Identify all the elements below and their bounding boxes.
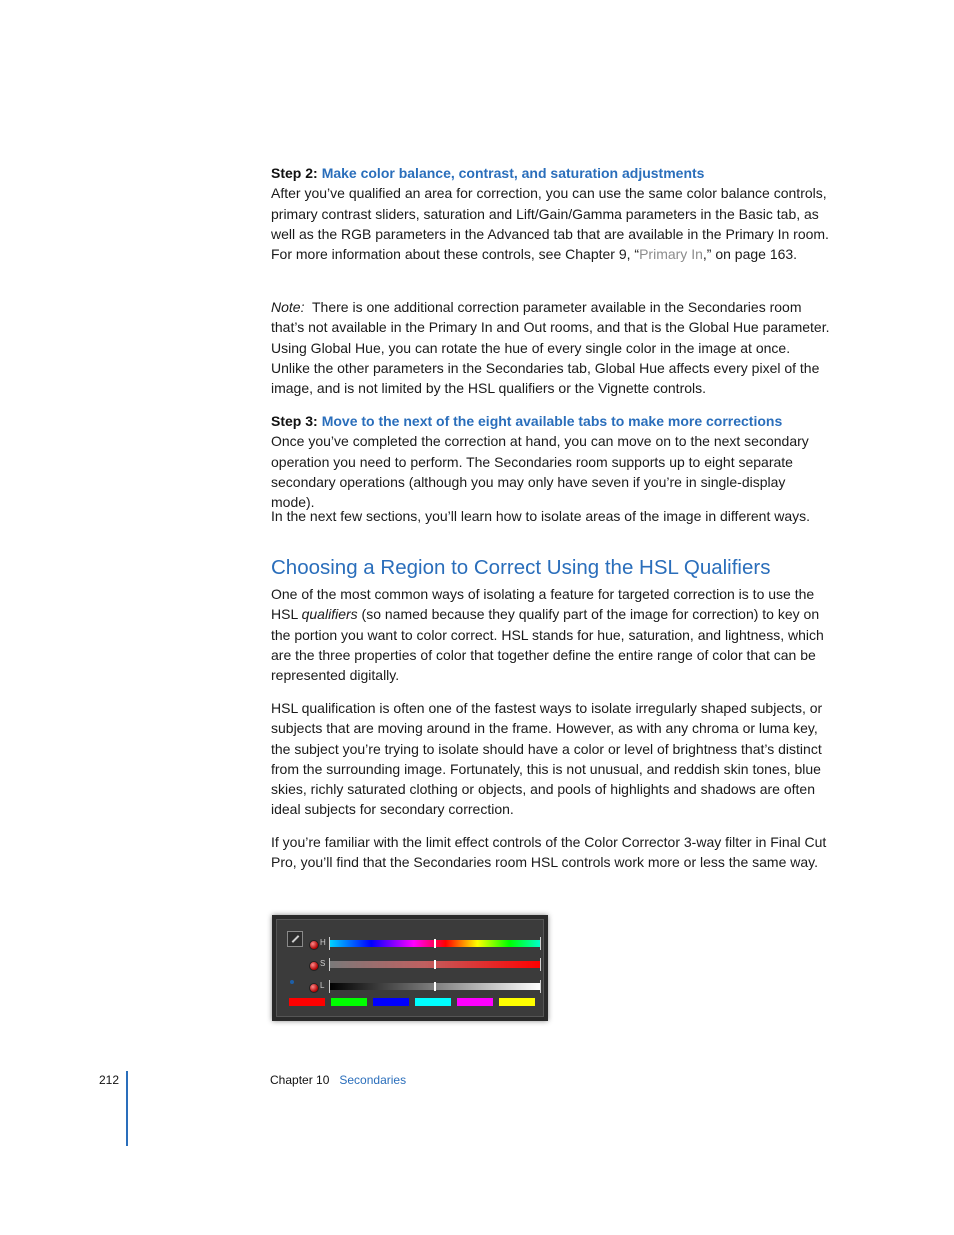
saturation-slider[interactable] bbox=[329, 961, 541, 968]
footer-section-link[interactable]: Secondaries bbox=[339, 1073, 407, 1087]
hue-high-handle[interactable] bbox=[540, 937, 541, 950]
next-sections-block bbox=[271, 506, 831, 526]
step-2-title: Make color balance, contrast, and saturation adjustments bbox=[321, 165, 705, 181]
swatch-green[interactable] bbox=[331, 998, 367, 1006]
step-3-block bbox=[271, 411, 831, 512]
step-2-body-tail: ,” on page 163. bbox=[702, 246, 798, 263]
saturation-enable-toggle[interactable] bbox=[309, 961, 319, 971]
hue-label: H bbox=[320, 938, 326, 947]
swatch-yellow[interactable] bbox=[499, 998, 535, 1006]
lightness-slider[interactable] bbox=[329, 983, 541, 990]
section-p2-block bbox=[271, 698, 831, 820]
section-heading: Choosing a Region to Correct Using the HSL Qualifiers bbox=[271, 556, 771, 579]
primary-in-link[interactable]: Primary In bbox=[639, 246, 703, 263]
swatch-red[interactable] bbox=[289, 998, 325, 1006]
section-paragraph-1 bbox=[271, 584, 831, 685]
step-3-body: Once you’ve completed the correction at hand, you can move on to the next secondary operation you need to perform. The Secondaries room supports up to eight separate secondary operations (although you may only have seven if you’re in single-display mode). bbox=[271, 433, 809, 511]
swatch-cyan[interactable] bbox=[415, 998, 451, 1006]
section-p1-block bbox=[271, 584, 831, 685]
step-2-heading bbox=[271, 163, 831, 183]
eyedropper-icon[interactable] bbox=[287, 931, 303, 947]
p1-text-a: One of the most common ways of isolating a feature for targeted correction is to use the HSL bbox=[271, 586, 815, 623]
hue-slider[interactable] bbox=[329, 940, 541, 947]
saturation-high-handle[interactable] bbox=[540, 958, 541, 971]
step-2-body bbox=[271, 183, 831, 264]
saturation-low-handle[interactable] bbox=[329, 958, 330, 971]
lightness-label: L bbox=[320, 981, 325, 990]
hue-enable-toggle[interactable] bbox=[309, 940, 319, 950]
footer-chapter bbox=[270, 1073, 406, 1087]
step-3-heading bbox=[271, 411, 831, 431]
step-3-label: Step 3: bbox=[271, 413, 318, 429]
hue-low-handle[interactable] bbox=[329, 937, 330, 950]
note-body: There is one additional correction parameter available in the Secondaries room that’s not available in the Primary In and Out rooms, and that is the Global Hue parameter. Using Global Hue, you can rotate the hue of every single color in the image at once. Unlike the other parameters in the Secondaries tab, Global Hue affects every pixel of the image, and is not limited by the HSL qualifiers or the Vignette controls. bbox=[271, 299, 830, 397]
footer-chapter-label: Chapter 10 bbox=[270, 1073, 330, 1087]
note-block bbox=[271, 297, 831, 398]
saturation-center-handle[interactable] bbox=[434, 960, 436, 969]
hsl-qualifier-panel-image bbox=[272, 915, 548, 1021]
hsl-qualifier-panel bbox=[276, 919, 544, 1017]
section-p3-block bbox=[271, 832, 831, 873]
step-2-body-text: After you’ve qualified an area for correction, you can use the same color balance controls, primary contrast sliders, saturation and Lift/Gain/Gamma parameters in the Basic tab, as well as the RGB parameters in the Advanced tab that are available in the Primary In room. For more information about these controls, see Chapter 9, “ bbox=[271, 185, 829, 263]
step-2-label: Step 2: bbox=[271, 165, 318, 181]
swatch-magenta[interactable] bbox=[457, 998, 493, 1006]
next-sections-paragraph: In the next few sections, you’ll learn how to isolate areas of the image in different ways. bbox=[271, 508, 811, 524]
saturation-label: S bbox=[320, 959, 326, 968]
section-paragraph-3: If you’re familiar with the limit effect controls of the Color Corrector 3-way filter in Final Cut Pro, you’ll find that the Secondaries room HSL controls work more or less the same way. bbox=[271, 834, 827, 871]
p1-text-b: (so named because they qualify part of the image for correction) to key on the portion you want to color correct. HSL stands for hue, saturation, and lightness, which are the three properties of color that together define the entire range of color that can be represented digitally. bbox=[271, 606, 824, 684]
footer-divider bbox=[126, 1071, 128, 1146]
section-paragraph-2: HSL qualification is often one of the fastest ways to isolate irregularly shaped subjects, or subjects that are moving around in the frame. However, as with any chroma or luma key, the subject you’re trying to isolate should have a color or level of brightness that’s distinct from the surrounding image. Fortunately, this is not unusual, and reddish skin tones, blue skies, richly saturated clothing or objects, and pools of highlights and shadows are often ideal subjects for secondary correction. bbox=[271, 700, 823, 818]
lightness-high-handle[interactable] bbox=[540, 980, 541, 993]
note-paragraph bbox=[271, 297, 831, 398]
step-3-title: Move to the next of the eight available tabs to make more corrections bbox=[321, 413, 783, 429]
note-label: Note: bbox=[271, 299, 305, 315]
step-2-block bbox=[271, 163, 831, 264]
p1-emphasis: qualifiers bbox=[301, 606, 358, 623]
lightness-enable-toggle[interactable] bbox=[309, 983, 319, 993]
page-number: 212 bbox=[99, 1073, 120, 1087]
swatch-blue[interactable] bbox=[373, 998, 409, 1006]
status-led-icon bbox=[290, 980, 294, 984]
hue-center-handle[interactable] bbox=[434, 939, 436, 948]
lightness-low-handle[interactable] bbox=[329, 980, 330, 993]
lightness-center-handle[interactable] bbox=[434, 982, 436, 991]
